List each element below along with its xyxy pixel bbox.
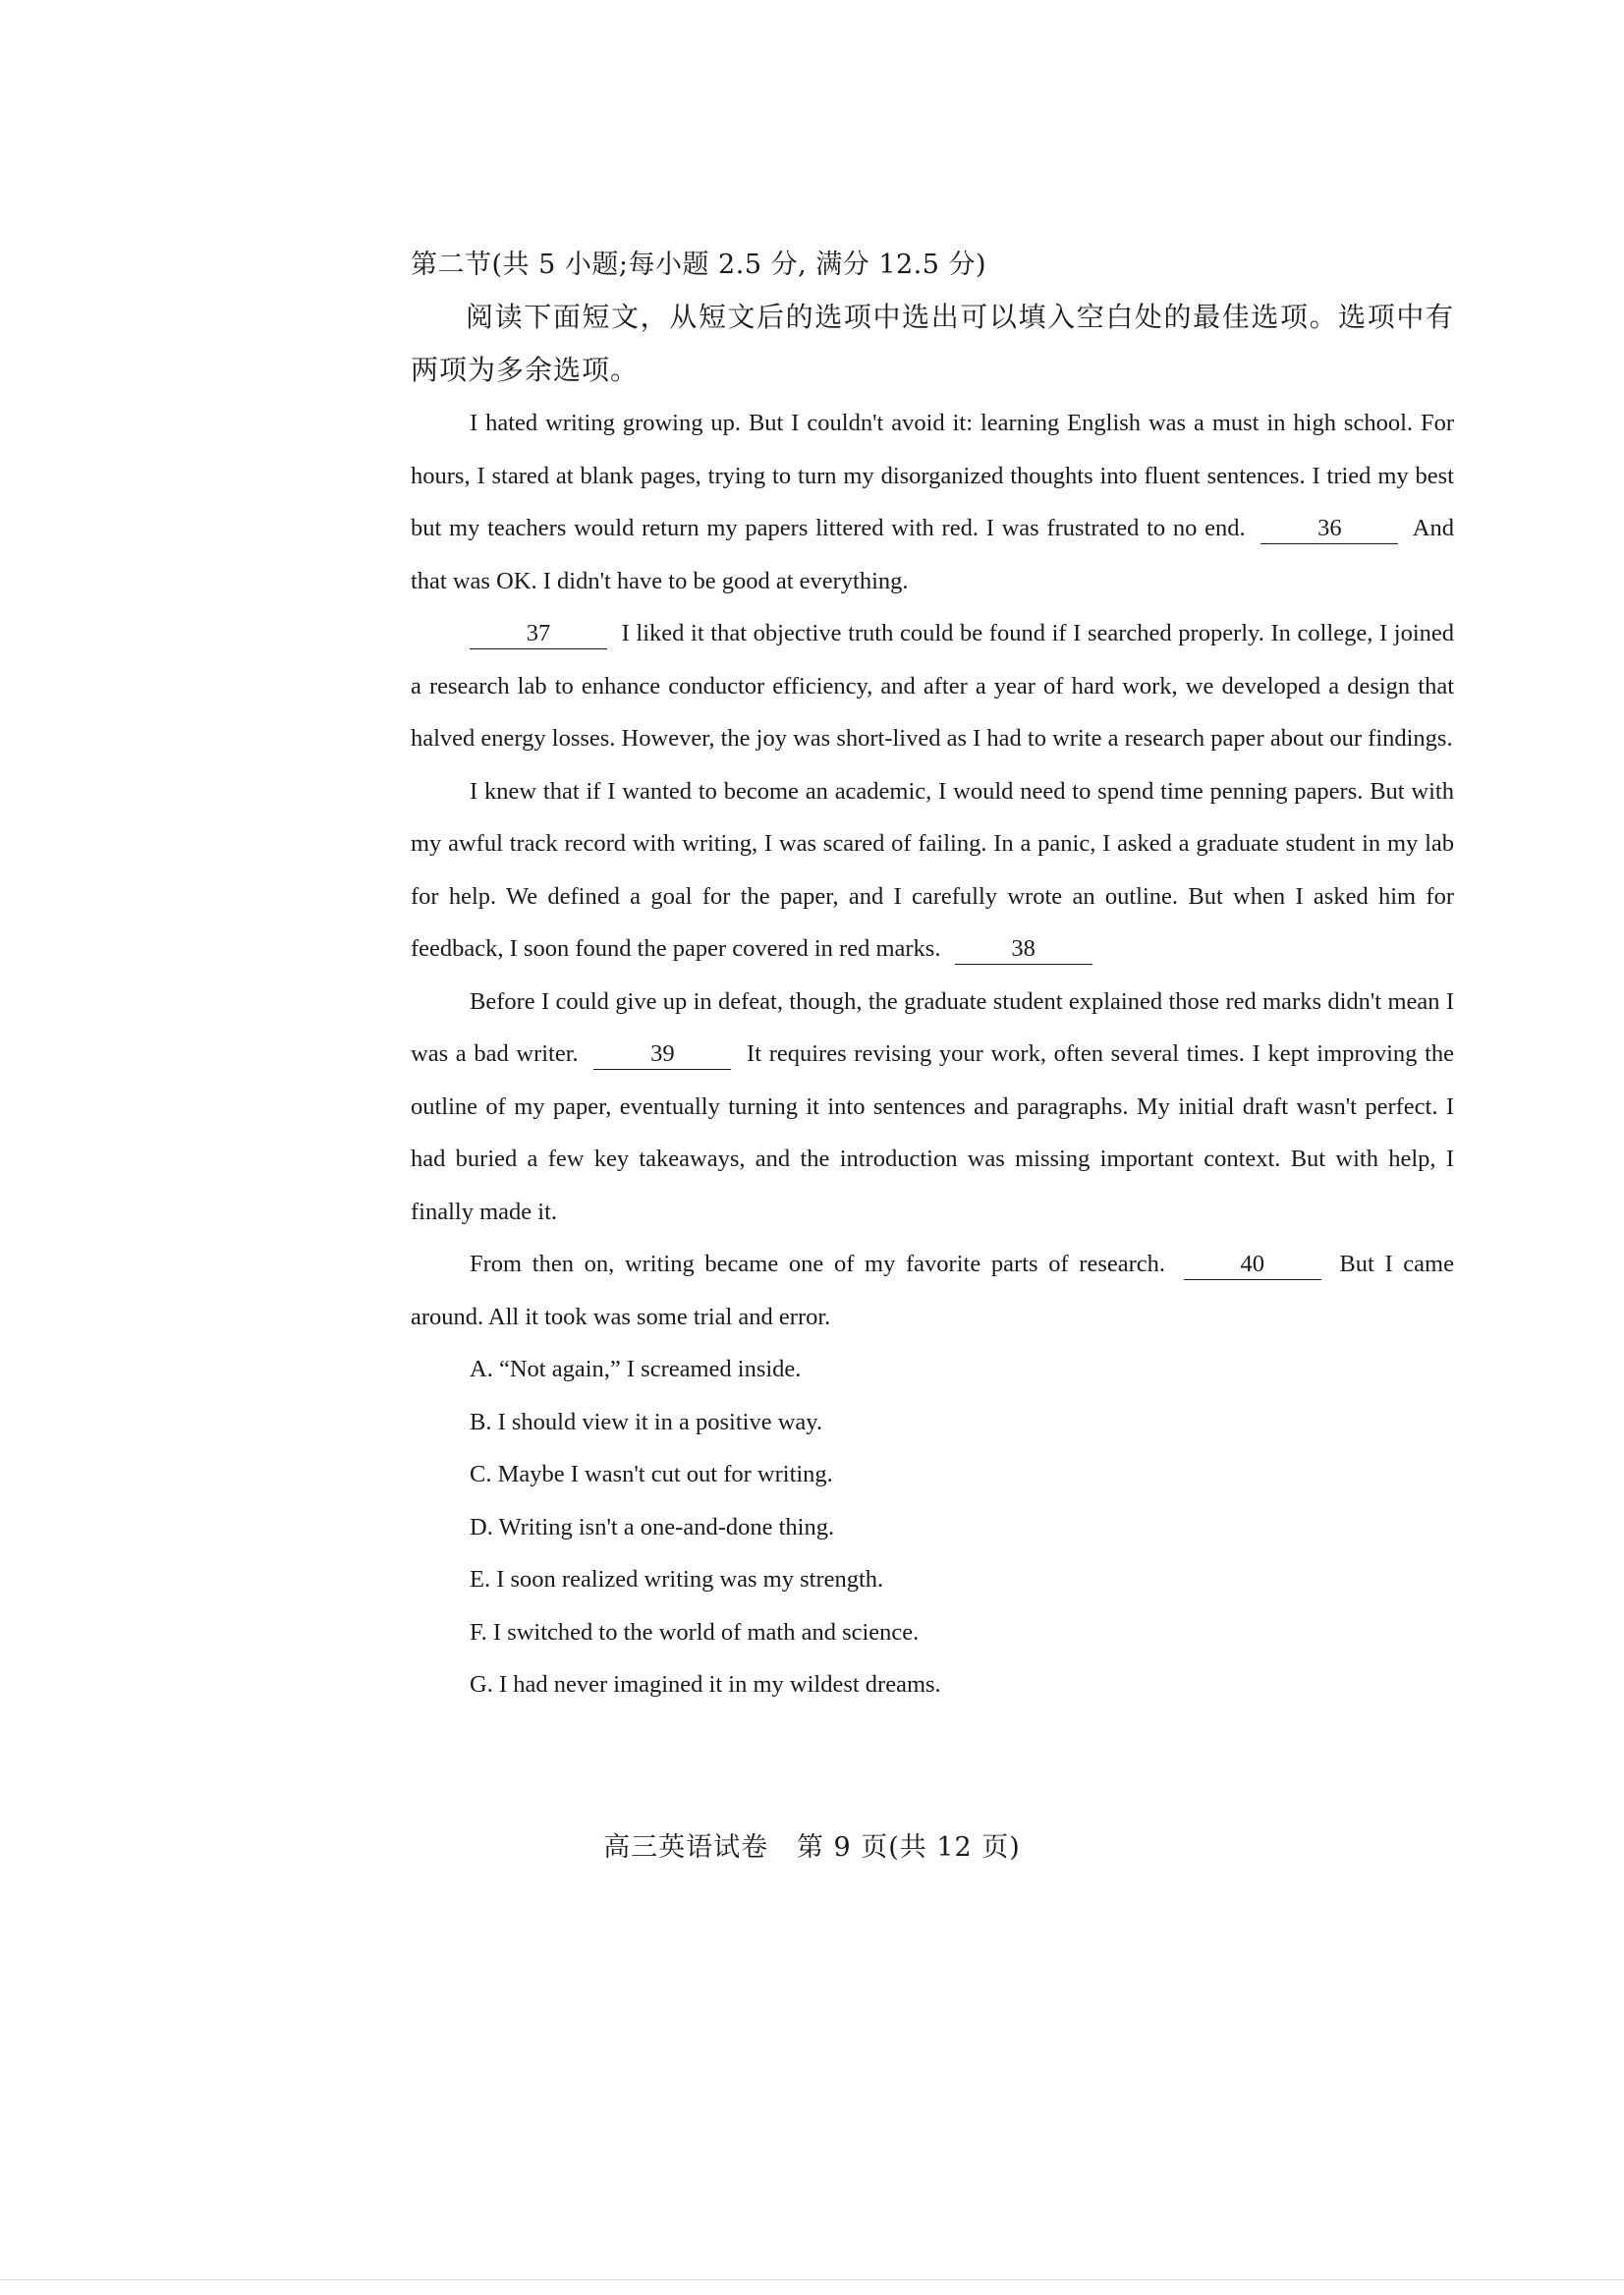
paragraph-text: I liked it that objective truth could be found if I searched properly. In college, I joined a research lab to enhance conductor efficiency, and after a year of hard work, we developed a design that halved energy losses. However, the joy was short-lived as I had to write a research paper about our findings. [411,620,1455,752]
blank-37: 37 [470,619,607,649]
section-heading: 第二节(共 5 小题;每小题 2.5 分, 满分 12.5 分) [411,250,987,280]
option-g: G. I had never imagined it in my wildest dreams. [470,1671,941,1698]
paragraph-text: Before I could give up in defeat, though, the graduate student explained those red marks didn't mean I was a bad writer. [411,987,1454,1067]
blank-39: 39 [593,1039,731,1070]
footer-page-number: 第 9 页(共 12 页) [796,1832,1021,1863]
option-d: D. Writing isn't a one-and-done thing. [470,1513,835,1540]
passage-paragraph-1 [411,397,1454,607]
option-c: C. Maybe I wasn't cut out for writing. [470,1461,833,1487]
answer-options [411,1343,1454,1711]
page-content [411,240,1454,1711]
scan-edge-line [0,2279,1624,2280]
blank-38: 38 [955,934,1092,965]
footer-subject: 高三英语试卷 [603,1832,769,1863]
passage-paragraph-2 [411,607,1454,765]
paragraph-text: I hated writing growing up. But I couldn't avoid it: learning English was a must in high school. For hours, I stared at blank pages, trying to turn my disorganized thoughts into fluent sentences. I tried my best but my teachers would return my papers littered with red. I was frustrated to no end. [411,410,1454,541]
page-footer [0,1825,1624,1864]
blank-40: 40 [1184,1250,1321,1280]
passage-paragraph-5 [411,1238,1454,1343]
option-e: E. I soon realized writing was my strength. [470,1566,884,1593]
option-b: B. I should view it in a positive way. [470,1408,823,1435]
passage-paragraph-4 [411,976,1454,1239]
paragraph-text: It requires revising your work, often several times. I kept improving the outline of my paper, eventually turning it into sentences and paragraphs. My initial draft wasn't perfect. I had buried a few key takeaways, and the introduction was missing important context. But with help, I finally made it. [411,1040,1455,1225]
paragraph-text: From then on, writing became one of my favorite parts of research. [470,1251,1166,1277]
blank-36: 36 [1260,514,1398,544]
option-f: F. I switched to the world of math and science. [470,1618,920,1646]
paragraph-text: I knew that if I wanted to become an academic, I would need to spend time penning papers. But with my awful track record with writing, I was scared of failing. In a panic, I asked a graduate student in my lab for help. We defined a goal for the paper, and I carefully wrote an outline. But when I asked him for feedback, I soon found the paper covered in red marks. [411,777,1454,962]
paragraph-text: But I came around. All it took was some trial and error. [411,1251,1454,1330]
section-instructions: 阅读下面短文，从短文后的选项中选出可以填入空白处的最佳选项。选项中有两项为多余选项。 [411,301,1454,386]
reading-passage [411,397,1454,1343]
passage-paragraph-3 [411,765,1454,976]
paragraph-text: And that was OK. I didn't have to be good at everything. [411,515,1454,594]
option-a: A. “Not again,” I screamed inside. [470,1356,802,1382]
